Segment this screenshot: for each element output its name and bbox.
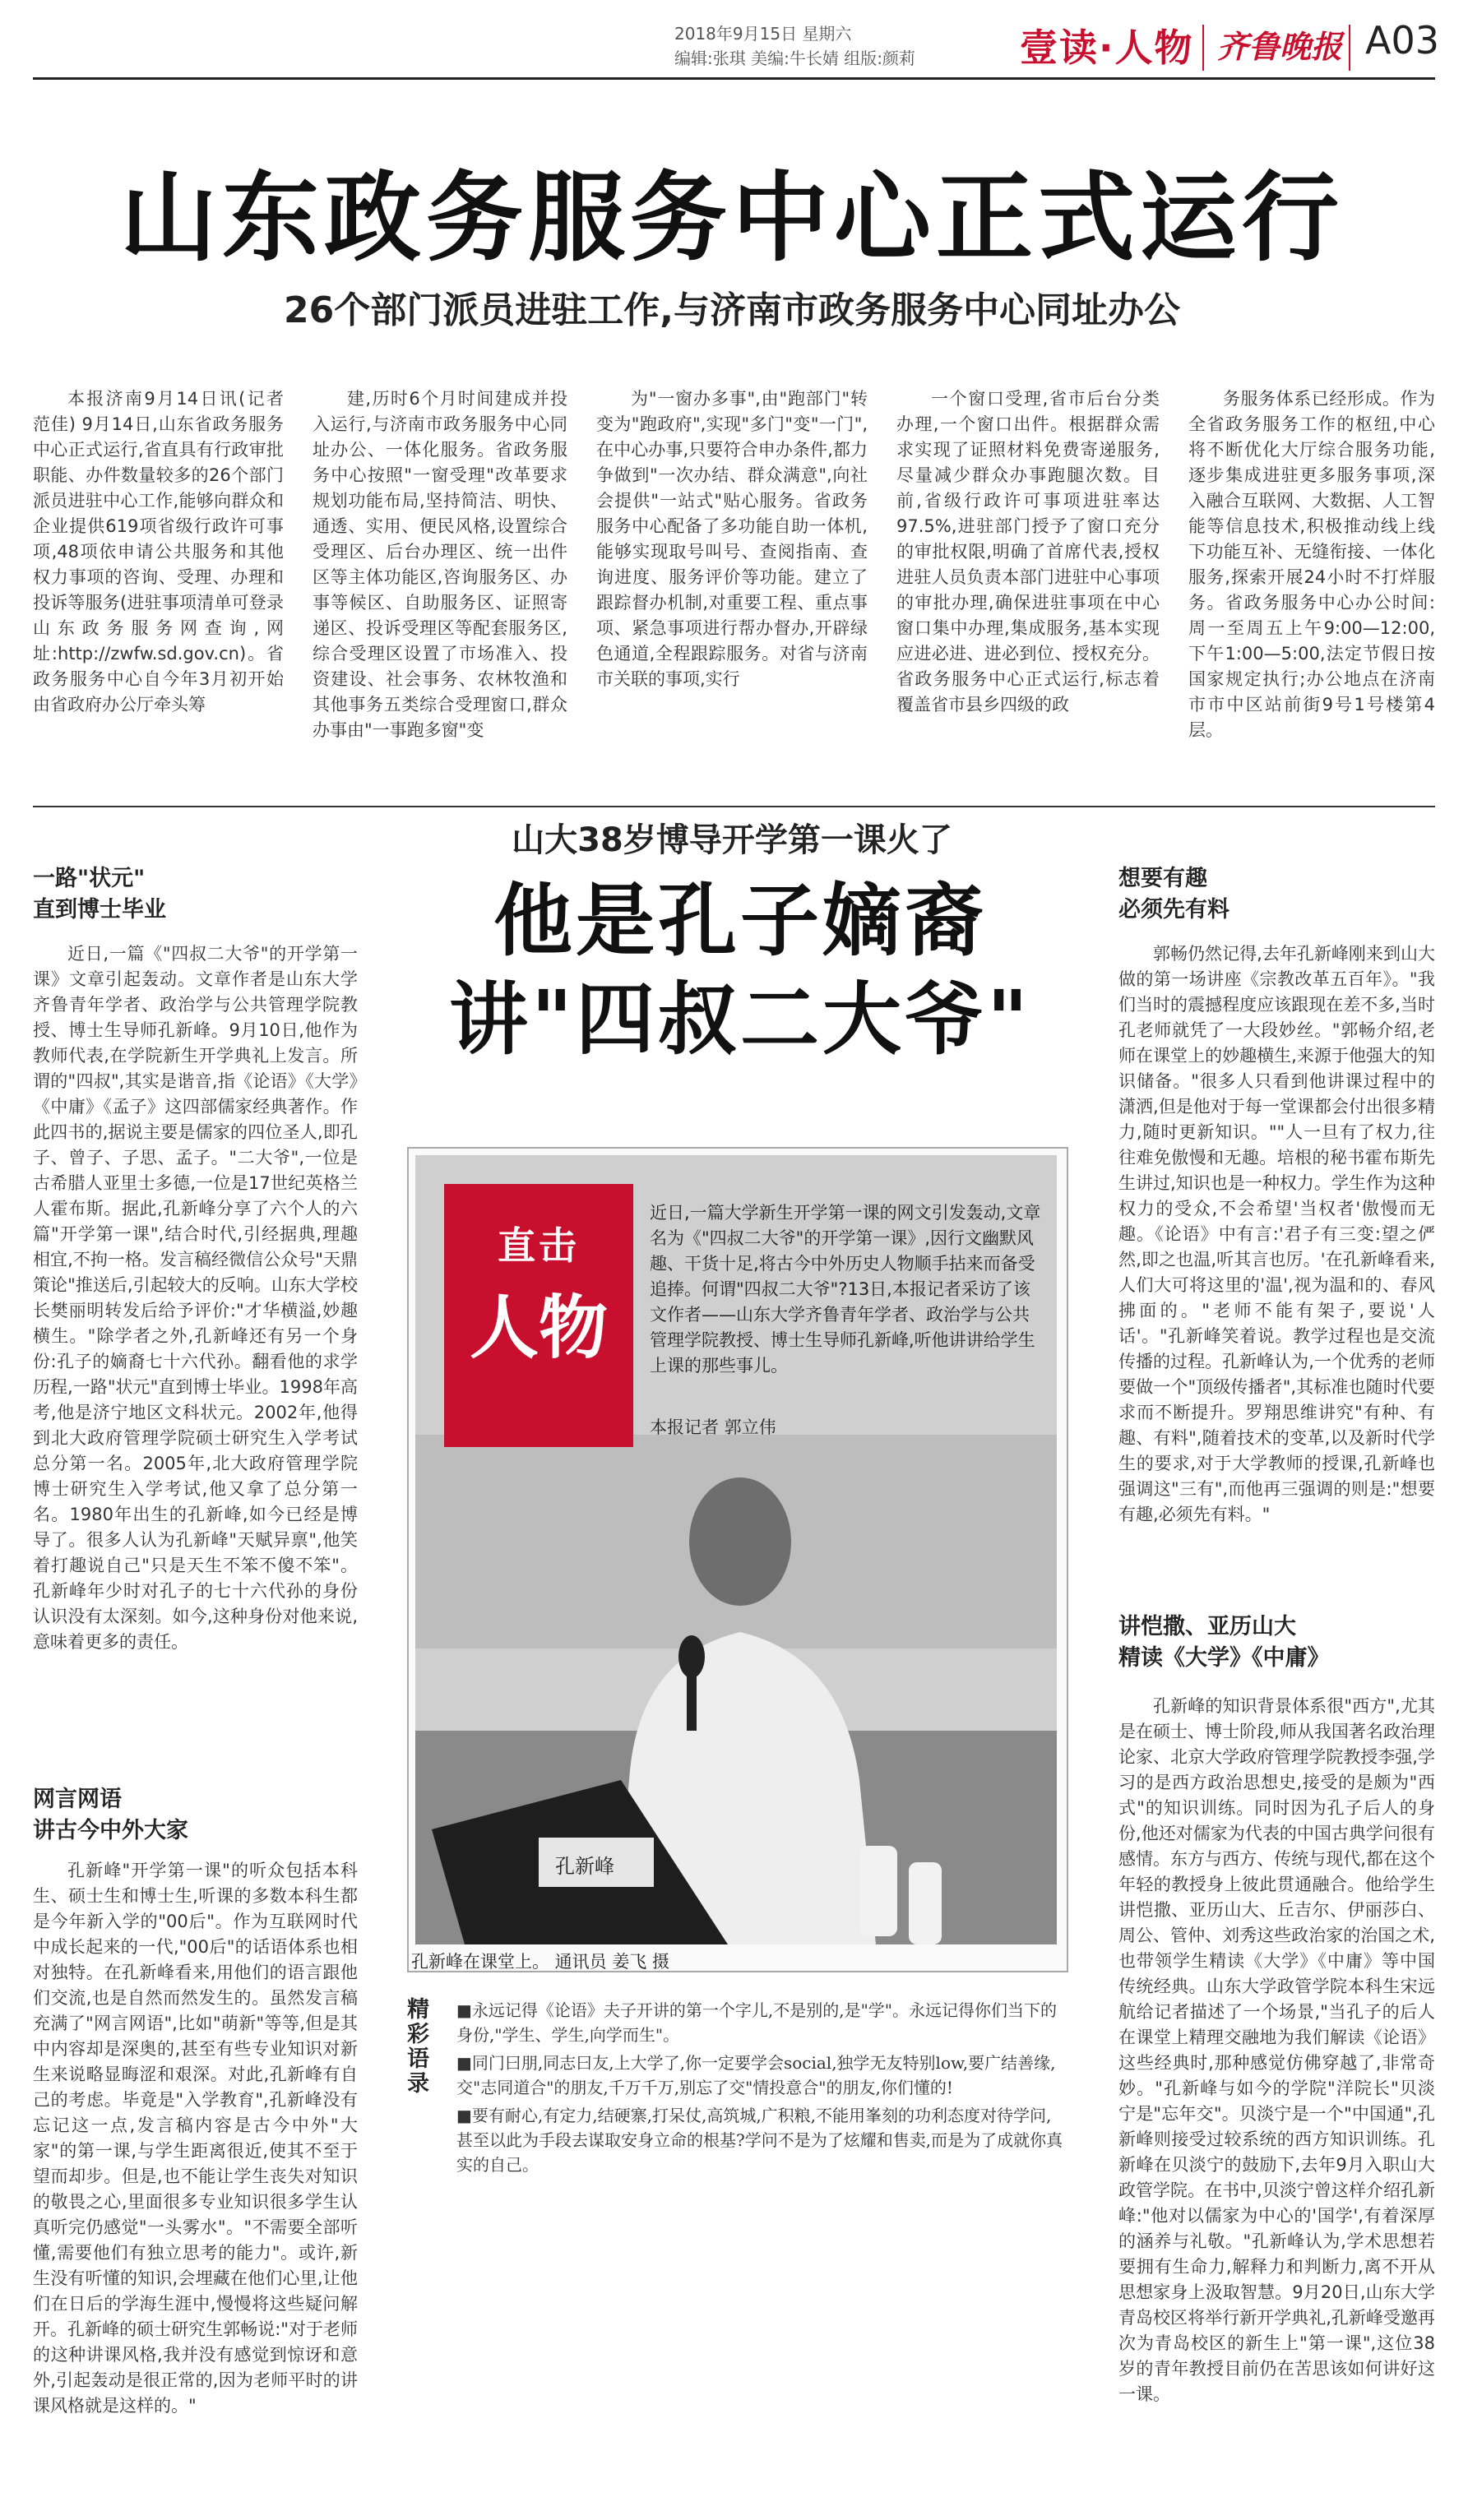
masthead-meta xyxy=(674,21,1012,71)
divider-bar xyxy=(1349,25,1350,71)
left-subhead-2: 网言网语 讲古今中外大家 xyxy=(33,1787,188,1843)
section-divider xyxy=(33,806,1435,807)
issue-date: 2018年9月15日 xyxy=(674,24,798,44)
column-logo-line1: 直击 xyxy=(498,1223,580,1268)
top-subhead: 26个部门派员进驻工作,与济南市政务服务中心同址办公 xyxy=(284,289,1180,331)
editors-line: 编辑:张琪 美编:牛长婧 组版:颜莉 xyxy=(674,49,915,68)
quote-item: ■同门曰朋,同志曰友,上大学了,你一定要学会social,独学无友特别low,要广结善缘,交"志同道合"的朋友,千万千万,别忘了交"情投意合"的朋友,你们懂的! xyxy=(456,2053,1056,2097)
top-headline: 山东政务服务中心正式运行 xyxy=(119,161,1344,275)
story-column-4: 一个窗口受理,省市后台分类办理,一个窗口出件。根据群众需求实现了证照材料免费寄递服务,尽量减少群众办事跑腿次数。目前,省级行政许可事项进驻率达97.5%,进驻部门授予了窗口充分的审批权限,明确了首席代表,授权进驻人员负责本部门进驻中心事项的审批办理,确保进驻事项在中心窗口集中办理,集成服务,基本实现应进必进、进必到位、授权充分。省政务服务中心正式运行,标志着覆盖省市县乡四级的政 xyxy=(896,389,1160,714)
column-logo-line2: 人物 xyxy=(469,1287,608,1368)
quote-item: ■要有耐心,有定力,结硬寨,打呆仗,高筑城,广积粮,不能用峯刻的功利态度对待学问,甚至以此为手段去谋取安身立命的根基?学问不是为了炫耀和售卖,而是为了成就你真实的自己。 xyxy=(456,2106,1063,2175)
paper-logo: 齐鲁晚报 xyxy=(1217,28,1343,65)
left-text-2: 孔新峰"开学第一课"的听众包括本科生、硕士生和博士生,听课的多数本科生都是今年新入学的"00后"。作为互联网时代中成长起来的一代,"00后"的话语体系也相对独特。在孔新峰看来,用他们的语言跟他们交流,也是自然而然发生的。虽然发言稿充满了"网言网语",比如"萌新"等等,但是其中内容却是深奥的,甚至有些专业知识对新生来说略显晦涩和艰深。对此,孔新峰有自己的考虑。毕竟是"入学教育",孔新峰没有忘记这一点,发言稿内容是古今中外"大家"的第一课,与学生距离很近,使其不至于望而却步。但是,也不能让学生丧失对知识的敬畏之心,里面很多专业知识很多学生认真听完仍感觉"一头雾水"。"不需要全部听懂,需要他们有独立思考的能力"。或许,新生没有听懂的知识,会埋藏在他们心里,让他们在日后的学海生涯中,慢慢将这些疑问解开。孔新峰的硕士研究生郭畅说:"对于老师的这种讲课风格,我并没有感觉到惊讶和意外,引起轰动是很正常的,因为老师平时的讲课风格就是这样的。" xyxy=(33,1861,358,2416)
photo-caption: 孔新峰在课堂上。 通讯员 姜飞 摄 xyxy=(411,1952,670,1972)
feature-title-line2: 讲"四叔二大爷" xyxy=(448,973,1032,1066)
page-number: A03 xyxy=(1365,18,1440,62)
feature-kicker: 山大38岁博导开学第一课火了 xyxy=(512,821,952,859)
story-column-5: 务服务体系已经形成。作为全省政务服务工作的枢纽,中心将不断优化大厅综合服务功能,逐步集成进驻更多服务事项,深入融合互联网、大数据、人工智能等信息技术,积极推动线上线下功能互补、无缝衔接、一体化服务,探索开展24小时不打烊服务。省政务服务中心办公时间:周一至周五上午9:00—12:00,下午1:00—5:00,法定节假日按国家规定执行;办公地点在济南市市中区站前街9号1号楼第4层。 xyxy=(1188,389,1435,740)
feature-title-line1: 他是孔子嫡裔 xyxy=(493,875,987,967)
right-text-2: 孔新峰的知识背景体系很"西方",尤其是在硕士、博士阶段,师从我国著名政治理论家、北京大学政府管理学院教授李强,学习的是西方政治思想史,接受的是颇为"西式"的知识训练。同时因为孔子后人的身份,他还对儒家为代表的中国古典学问很有感情。东方与西方、传统与现代,都在这个年轻的教授身上彼此贯通融合。他给学生讲恺撒、亚历山大、丘吉尔、伊丽莎白、周公、管仲、刘秀这些政治家的治国之术,也带领学生精读《大学》《中庸》等中国传统经典。山东大学政管学院本科生宋远航给记者描述了一个场景,"当孔子的后人在课堂上精理交融地为我们解读《论语》这些经典时,那种感觉仿佛穿越了,非常奇妙。"孔新峰与如今的学院"洋院长"贝淡宁是"忘年交"。贝淡宁是一个"中国通",孔新峰则接受过较系统的西方知识训练。孔新峰在贝淡宁的鼓励下,去年9月入职山大政管学院。在书中,贝淡宁曾这样介绍孔新峰:"他对以儒家为中心的'国学',有着深厚的涵养与礼敬。"孔新峰认为,学术思想若要拥有生命力,解释力和判断力,离不开从思想家身上汲取智慧。9月20日,山东大学青岛校区将举行新开学典礼,孔新峰受邀再次为青岛校区的新生上"第一课",这位38岁的青年教授目前仍在苦思该如何讲好这一课。 xyxy=(1118,1696,1435,2404)
story-column-1: 本报济南9月14日讯(记者 范佳) 9月14日,山东省政务服务中心正式运行,省直具有行政审批职能、办件数量较多的26个部门派员进驻中心工作,能够向群众和企业提供619项省级行政许可事项,48项依申请公共服务和其他权力事项的咨询、受理、办理和投诉等服务(进驻事项清单可登录山东政务服务网查询,网址:http://zwfw.sd.gov.cn)。省政务服务中心自今年3月初开始由省政府办公厅牵头筹 xyxy=(33,389,284,714)
section-name: 壹读·人物 xyxy=(1020,25,1194,70)
feature-title xyxy=(345,872,1135,1069)
reporter-byline: 本报记者 郭立伟 xyxy=(650,1417,776,1437)
left-text-1: 近日,一篇《"四叔二大爷"的开学第一课》文章引起轰动。文章作者是山东大学齐鲁青年学者、政治学与公共管理学院教授、博士生导师孔新峰。9月10日,他作为教师代表,在学院新生开学典礼上发言。所谓的"四叔",其实是谐音,指《论语》《大学》《中庸》《孟子》这四部儒家经典著作。作此四书的,据说主要是儒家的四位圣人,即孔子、曾子、子思、孟子。"二大爷",一位是古希腊人亚里士多德,一位是17世纪英格兰人霍布斯。据此,孔新峰分享了六个人的六篇"开学第一课",结合时代,引经据典,理趣相宜,不拘一格。发言稿经微信公众号"天鼎策论"推送后,引起较大的反响。山东大学校长樊丽明转发后给予评价:"才华横溢,妙趣横生。"除学者之外,孔新峰还有另一个身份:孔子的嫡裔七十六代孙。翻看他的求学历程,一路"状元"直到博士毕业。1998年高考,他是济宁地区文科状元。2002年,他得到北大政府管理学院硕士研究生入学考试总分第一名。2005年,北大政府管理学院博士研究生入学考试,他又拿了总分第一名。1980年出生的孔新峰,如今已经是博导了。很多人认为孔新峰"天赋异禀",他笑着打趣说自己"只是天生不笨不傻不笨"。孔新峰年少时对孔子的七十六代孙的身份认识没有太深刻。如今,这种身份对他来说,意味着更多的责任。 xyxy=(33,944,358,1652)
story-column-2: 建,历时6个月时间建成并投入运行,与济南市政务服务中心同址办公、一体化服务。省政务服务中心按照"一窗受理"改革要求规划功能布局,坚持简洁、明快、通透、实用、便民风格,设置综合受理区、后台办理区、统一出件区等主体功能区,咨询服务区、办事等候区、自助服务区、证照寄递区、投诉受理区等配套服务区,综合受理区设置了市场准入、投资建设、社会事务、农林牧渔和其他事务五类综合受理窗口,群众办事由"一事跑多窗"变 xyxy=(313,389,567,740)
quotes-label: 精彩语录 xyxy=(407,1997,429,2097)
divider-bar xyxy=(1202,25,1204,71)
feature-intro: 近日,一篇大学新生开学第一课的网文引发轰动,文章名为《"四叔二大爷"的开学第一课》,因行文幽默风趣、干货十足,将古今中外历史人物顺手拈来而备受追捧。何谓"四叔二大爷"?13日,本报记者采访了该文作者——山东大学齐鲁青年学者、政治学与公共管理学院教授、博士生导师孔新峰,听他讲讲给学生上课的那些事儿。 xyxy=(650,1203,1041,1376)
masthead-rule xyxy=(33,77,1435,80)
column-logo xyxy=(444,1184,633,1447)
story-column-3: 为"一窗办多事",由"跑部门"转变为"跑政府",实现"多门"变"一门",在中心办事,只要符合申办条件,都力争做到"一次办结、群众满意",向社会提供"一站式"贴心服务。省政务服务中心配备了多功能自助一体机,能够实现取号叫号、查阅指南、查询进度、服务评价等功能。建立了跟踪督办机制,对重要工程、重点事项、紧急事项进行帮办督办,开辟绿色通道,全程跟踪服务。对省与济南市关联的事项,实行 xyxy=(596,389,868,689)
issue-weekday: 星期六 xyxy=(802,24,852,44)
right-subhead-1: 想要有趣 必须先有料 xyxy=(1118,866,1230,922)
right-subhead-2: 讲恺撒、亚历山大 精读《大学》《中庸》 xyxy=(1118,1614,1330,1671)
quotes-list xyxy=(456,1998,1065,2180)
quote-item: ■永远记得《论语》夫子开讲的第一个字儿,不是别的,是"学"。永远记得你们当下的身份,"学生、学生,向学而生"。 xyxy=(456,2000,1058,2045)
nameplate: 孔新峰 xyxy=(555,1855,614,1878)
right-text-1: 郭畅仍然记得,去年孔新峰刚来到山大做的第一场讲座《宗教改革五百年》。"我们当时的震撼程度应该跟现在差不多,当时孔老师就凭了一大段妙丝。"郭畅介绍,老师在课堂上的妙趣横生,来源于他强大的知识储备。"很多人只看到他讲课过程中的潇洒,但是他对于每一堂课都会付出很多精力,随时更新知识。""人一旦有了权力,往往难免傲慢和无趣。培根的秘书霍布斯先生讲过,知识也是一种权力。学生作为这种权力的受众,不会希望'当权者'傲慢而无趣。《论语》中有言:'君子有三变:望之俨然,即之也温,听其言也厉。'在孔新峰看来,人们大可将这里的'温',视为温和的、春风拂面的。"老师不能有架子,要说'人话'。"孔新峰笑着说。教学过程也是交流传播的过程。孔新峰认为,一个优秀的老师要做一个"顶级传播者",其标准也随时代要求而不断提升。罗翔思维讲究"有种、有趣、有料",随着技术的变革,以及新时代学生的要求,对于大学教师的授课,孔新峰也强调这"三有",而他再三强调的则是:"想要有趣,必须先有料。" xyxy=(1118,944,1435,1524)
left-subhead-1: 一路"状元" 直到博士毕业 xyxy=(33,866,166,922)
